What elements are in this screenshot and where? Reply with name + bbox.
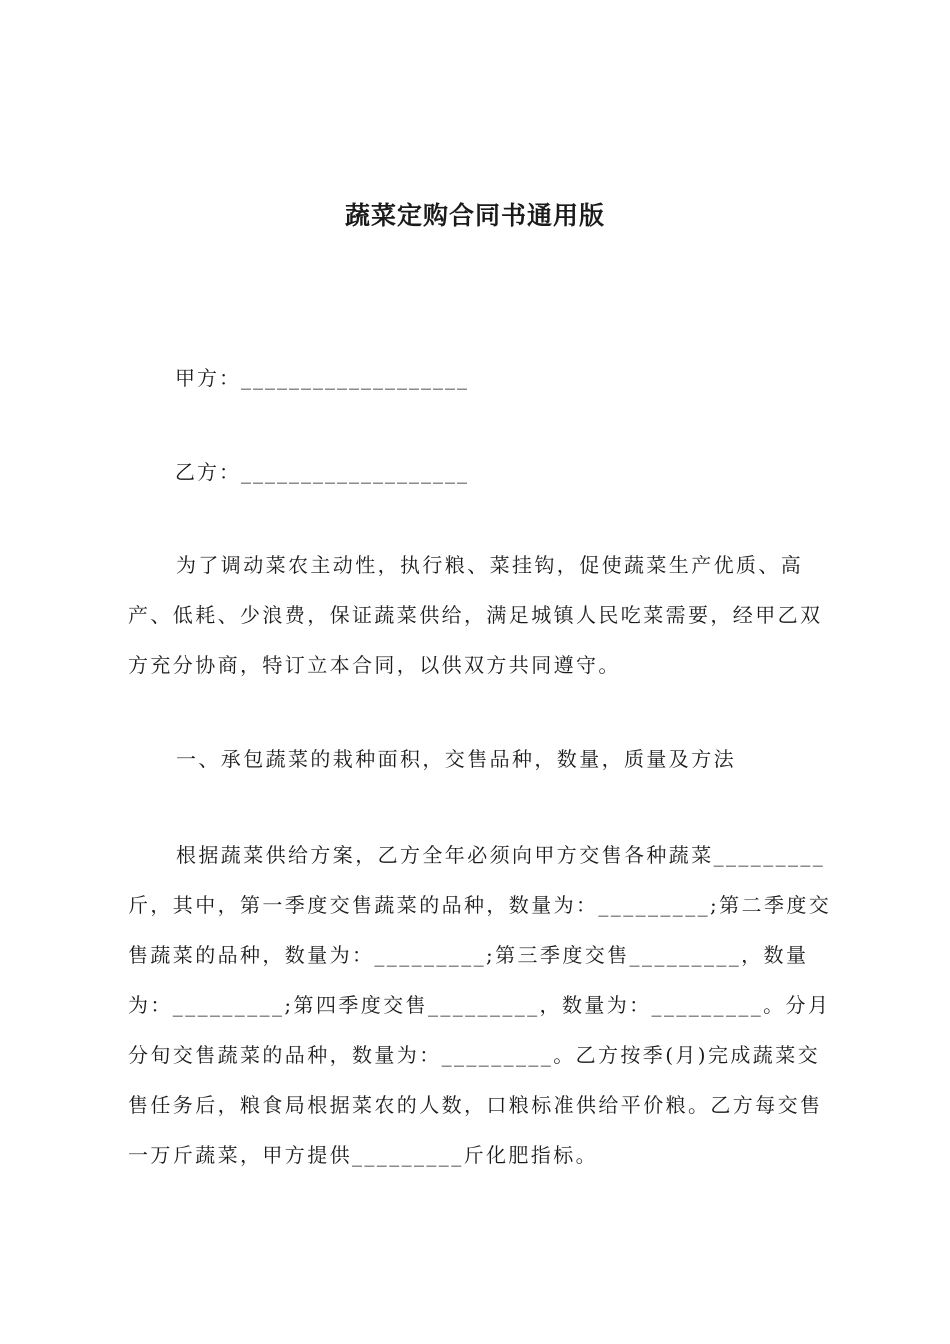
party-b-line: 乙方：___________________ (175, 460, 469, 484)
section-1-body: 根据蔬菜供给方案，乙方全年必须向甲方交售各种蔬菜_________斤，其中，第一季度交售蔬菜的品种，数量为：_________;第二季度交售蔬菜的品种，数量为：_________;第三季度交售_________，数量为：_________;第四季度交售_________，数量为：_________。分月分旬交售蔬菜的品种，数量为：_________。乙方按季(月)完成蔬菜交售任务后，粮食局根据菜农的人数，口粮标准供给平价粮。乙方每交售一万斤蔬菜，甲方提供_________斤化肥指标。 (128, 843, 832, 1167)
document-title: 蔬菜定购合同书通用版 (344, 201, 605, 230)
party-a-line: 甲方：___________________ (175, 366, 469, 390)
intro-paragraph: 为了调动菜农主动性，执行粮、菜挂钩，促使蔬菜生产优质、高产、低耗、少浪费，保证蔬菜供给，满足城镇人民吃菜需要，经甲乙双方充分协商，特订立本合同，以供双方共同遵守。 (128, 553, 823, 677)
section-1-heading: 一、承包蔬菜的栽种面积，交售品种，数量，质量及方法 (176, 747, 736, 771)
